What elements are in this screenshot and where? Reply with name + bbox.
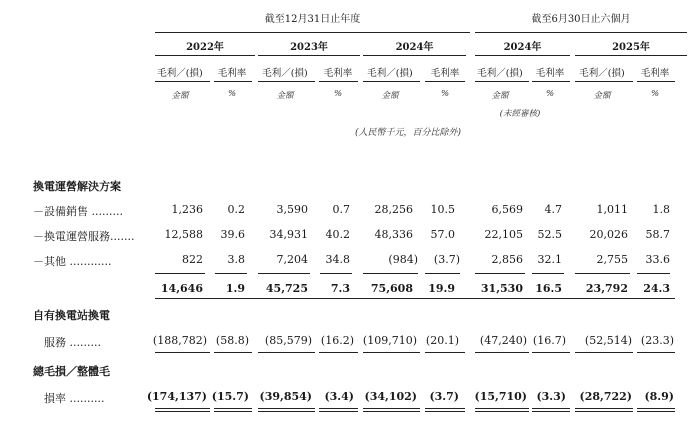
total-double-rule-amount-2023 [258,408,315,412]
cell: (39,854) [259,390,312,403]
cell: (52,514) [584,334,632,347]
cell: (3.4) [324,390,354,403]
cell: 16.5 [535,282,562,295]
year-header-2023: 2023年 [290,42,328,53]
cell: 822 [182,253,203,266]
total-double-rule-margin-2023 [319,408,358,412]
year-rule-2024-h1 [475,55,570,56]
total-double-rule-amount-2025-h1 [575,408,633,412]
unit-amount-2022: 金額 [171,91,189,101]
cell: (47,240) [479,334,527,347]
cell: 52.5 [537,228,562,241]
cell: 0.7 [332,203,350,216]
row-label-equipment-sales: －設備銷售 ......... [33,205,123,218]
row-label-others: －其他 ............ [33,255,112,268]
cell: 1,236 [171,203,203,216]
col-rule-margin-2024 [425,81,465,82]
year-rule-2023 [258,55,360,56]
cell: 39.6 [220,228,245,241]
subtotal-rule-amount-2023 [258,273,310,274]
cell: 40.2 [325,228,350,241]
subtotal-rule-amount-2024 [363,273,418,274]
subtotal-rule-margin-2025-h1 [637,273,670,274]
currency-note: (人民幣千元，百分比除外) [355,128,462,138]
row4-rule-margin-2025-h1 [637,352,675,353]
unit-amount-2025-h1: 金額 [593,91,611,101]
cell: (8.9) [644,390,674,403]
subtotal-rule-amount-2024-h1 [475,273,525,274]
row-label-total-loss-rate: 損率 .......... [44,392,105,405]
cell: 23,792 [585,282,628,295]
total-double-rule-margin-2024-h1 [532,408,570,412]
row4-rule-amount-2025-h1 [575,352,633,353]
year-rule-2022 [155,55,255,56]
cell: (34,102) [364,390,417,403]
cell: 45,725 [265,282,308,295]
unit-pct-2024-h1: % [545,89,555,99]
cell: 75,608 [370,282,413,295]
total-double-rule-amount-2024-h1 [475,408,529,412]
cell: 19.9 [428,282,455,295]
section-title-own-station-line1: 自有換電站換電 [33,309,110,322]
cell: 7.3 [330,282,350,295]
cell: (109,710) [362,334,417,347]
cell: 1.8 [652,203,670,216]
col-rule-margin-2022 [214,81,252,82]
unaudited-note: (未經審核) [499,109,541,119]
year-header-2022: 2022年 [186,42,224,53]
cell: 22,105 [484,228,523,241]
row4-rule-amount-2024-h1 [475,352,529,353]
col-header-amount-2023: 毛利／(損) [262,68,308,79]
col-rule-margin-2025-h1 [637,81,675,82]
cell: 34,931 [269,228,308,241]
cell: (15.7) [211,390,249,403]
year-rule-2024 [363,55,466,56]
unit-amount-2024: 金額 [381,91,399,101]
total-double-rule-margin-2025-h1 [637,408,675,412]
col-header-amount-2025-h1: 毛利／(損) [579,68,625,79]
cell: 1,011 [596,203,628,216]
unit-amount-2023: 金額 [276,91,294,101]
total-double-rule-amount-2022 [155,408,210,412]
cell: 31,530 [480,282,523,295]
cell: 58.7 [645,228,670,241]
subtotal-rule-margin-2022 [215,273,247,274]
subtotal-rule-margin-2024 [425,273,460,274]
cell: 3.8 [227,253,245,266]
col-rule-margin-2024-h1 [532,81,570,82]
col-header-margin-2024: 毛利率 [430,68,460,79]
col-rule-amount-2023 [258,81,315,82]
cell: 2,755 [596,253,628,266]
cell: (85,579) [264,334,312,347]
col-rule-amount-2024 [363,81,420,82]
col-header-amount-2024: 毛利／(損) [367,68,413,79]
unit-pct-2025-h1: % [650,89,660,99]
subtotal-rule-margin-2024-h1 [532,273,564,274]
cell: (16.7) [532,334,566,347]
section-title-battery-swap-solutions: 換電運營解決方案 [33,180,121,193]
col-rule-margin-2023 [319,81,358,82]
cell: (20.1) [425,334,459,347]
unit-pct-2023: % [333,89,343,99]
col-header-margin-2024-h1: 毛利率 [535,68,565,79]
subtotal-rule-amount-2025-h1 [575,273,630,274]
col-header-amount-2022: 毛利／(損) [157,68,203,79]
cell: (28,722) [579,390,632,403]
col-rule-amount-2022 [155,81,210,82]
cell: (174,137) [146,390,207,403]
period-header-halfyear: 截至6月30日止六個月 [531,14,631,25]
cell: 12,588 [164,228,203,241]
cell: 3,590 [276,203,308,216]
col-header-margin-2025-h1: 毛利率 [640,68,670,79]
row4-rule-amount-2023 [258,352,315,353]
row4-rule-margin-2024-h1 [532,352,570,353]
cell: 57.0 [430,228,455,241]
cell: 34.8 [325,253,350,266]
year-header-2025-h1: 2025年 [612,42,650,53]
unit-pct-2022: % [227,89,237,99]
cell: 4.7 [544,203,562,216]
cell: 20,026 [589,228,628,241]
section-title-total-line1: 總毛損／整體毛 [33,365,110,378]
period-header-annual: 截至12月31日止年度 [264,14,361,25]
col-rule-amount-2025-h1 [575,81,633,82]
cell: (58.8) [215,334,249,347]
cell: (23.3) [640,334,674,347]
cell: 48,336 [374,228,413,241]
col-rule-amount-2024-h1 [475,81,529,82]
row4-rule-margin-2022 [214,352,252,353]
row4-rule-margin-2023 [319,352,358,353]
unit-pct-2024: % [440,89,450,99]
cell: 2,856 [491,253,523,266]
cell: 14,646 [160,282,203,295]
subtotal-rule-amount-2022 [155,273,205,274]
cell: 1.9 [225,282,245,295]
cell: 6,569 [491,203,523,216]
year-rule-2025-h1 [575,55,687,56]
col-header-margin-2023: 毛利率 [323,68,353,79]
cell: 0.2 [227,203,245,216]
cell: (3.7) [429,390,459,403]
year-header-2024-h1: 2024年 [503,42,542,53]
row4-rule-amount-2022 [155,352,210,353]
period-rule-halfyear [475,32,687,33]
cell: 28,256 [374,203,413,216]
cell: 33.6 [645,253,670,266]
unit-amount-2024-h1: 金額 [491,91,509,101]
cell: (3.3) [536,390,566,403]
cell: (15,710) [474,390,527,403]
subtotal-double-rule [155,298,675,299]
year-header-2024: 2024年 [395,42,434,53]
cell: 7,204 [276,253,308,266]
total-double-rule-amount-2024 [363,408,420,412]
row-label-swap-operation-services: －換電運營服務....... [33,230,135,243]
cell: (3.7) [433,253,460,266]
row4-rule-amount-2024 [363,352,420,353]
total-double-rule-margin-2024 [425,408,465,412]
row-label-own-station-services: 服務 ......... [44,336,101,349]
col-header-amount-2024-h1: 毛利／(損) [477,68,523,79]
cell: (188,782) [152,334,207,347]
cell: 24.3 [643,282,670,295]
total-double-rule-margin-2022 [214,408,252,412]
col-header-margin-2022: 毛利率 [217,68,247,79]
cell: (984) [388,253,418,266]
cell: 32.1 [537,253,562,266]
cell: (16.2) [320,334,354,347]
period-rule-annual [155,32,470,33]
cell: 10.5 [430,203,455,216]
row4-rule-margin-2024 [425,352,465,353]
subtotal-rule-margin-2023 [320,273,352,274]
